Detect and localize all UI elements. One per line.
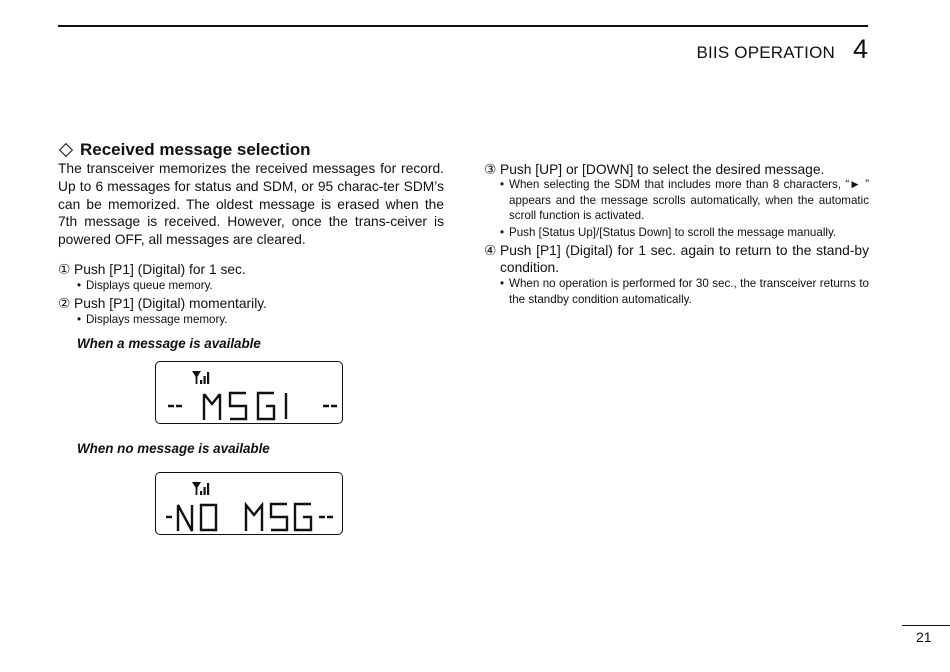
bullet-icon: •: [500, 277, 505, 290]
top-rule: [58, 25, 868, 27]
bullet-text: When no operation is performed for 30 sec., the transceiver returns to the standby condition automatically.: [509, 277, 869, 306]
step-text: Push [P1] (Digital) momentarily.: [74, 296, 267, 311]
step-text: Push [P1] (Digital) for 1 sec.: [74, 262, 246, 277]
footer-rule: [902, 625, 950, 626]
bullet-icon: •: [500, 178, 505, 191]
step-number: ①: [58, 262, 71, 277]
step-3-bullet-2: [500, 225, 869, 241]
display-caption-none: When no message is available: [77, 441, 270, 456]
bullet-icon: •: [500, 226, 505, 239]
step-2: [58, 295, 267, 312]
bullet-text: Displays queue memory.: [86, 279, 213, 292]
lcd-display-none: [155, 472, 343, 535]
bullet-icon: •: [77, 279, 82, 292]
display-caption-available: When a message is available: [77, 336, 261, 351]
step-1-bullet: [77, 278, 213, 294]
lcd-segments: [156, 362, 344, 425]
lcd-segments: [156, 473, 344, 536]
page-header: [696, 34, 868, 65]
section-title: [58, 140, 311, 160]
section-title-text: Received message selection: [80, 140, 311, 159]
signal-strength-icon: [192, 482, 209, 495]
signal-strength-icon: [192, 371, 209, 384]
step-4: [484, 242, 869, 276]
chapter-title: BIIS OPERATION: [696, 43, 835, 62]
step-3: [484, 161, 824, 178]
step-text: Push [P1] (Digital) for 1 sec. again to return to the stand-by condition.: [500, 243, 869, 275]
step-3-bullet-1: [500, 177, 869, 224]
bullet-text: When selecting the SDM that includes more than 8 characters, “► ” appears and the message scrolls automatically, when the automatic scroll function is activated.: [509, 178, 869, 223]
lcd-display-available: [155, 361, 343, 424]
page-number: 21: [916, 629, 932, 645]
bullet-icon: •: [77, 313, 82, 326]
step-number: ②: [58, 296, 71, 311]
intro-paragraph: The transceiver memorizes the received messages for record. Up to 6 messages for status and SDM, or 95 charac-ter SDM’s can be memorized. The oldest message is erased when the 7th message is received. However, once the trans-ceiver is powered OFF, all messages are cleared.: [58, 161, 444, 248]
step-number: ④: [484, 243, 497, 258]
chapter-number: 4: [852, 34, 868, 64]
bullet-text: Displays message memory.: [86, 313, 228, 326]
step-1: [58, 261, 246, 278]
step-number: ③: [484, 162, 497, 177]
step-4-bullet-1: [500, 276, 869, 307]
step-text: Push [UP] or [DOWN] to select the desired message.: [500, 162, 825, 177]
diamond-icon: [59, 143, 73, 157]
step-2-bullet: [77, 312, 228, 328]
bullet-text: Push [Status Up]/[Status Down] to scroll the message manually.: [509, 226, 837, 239]
